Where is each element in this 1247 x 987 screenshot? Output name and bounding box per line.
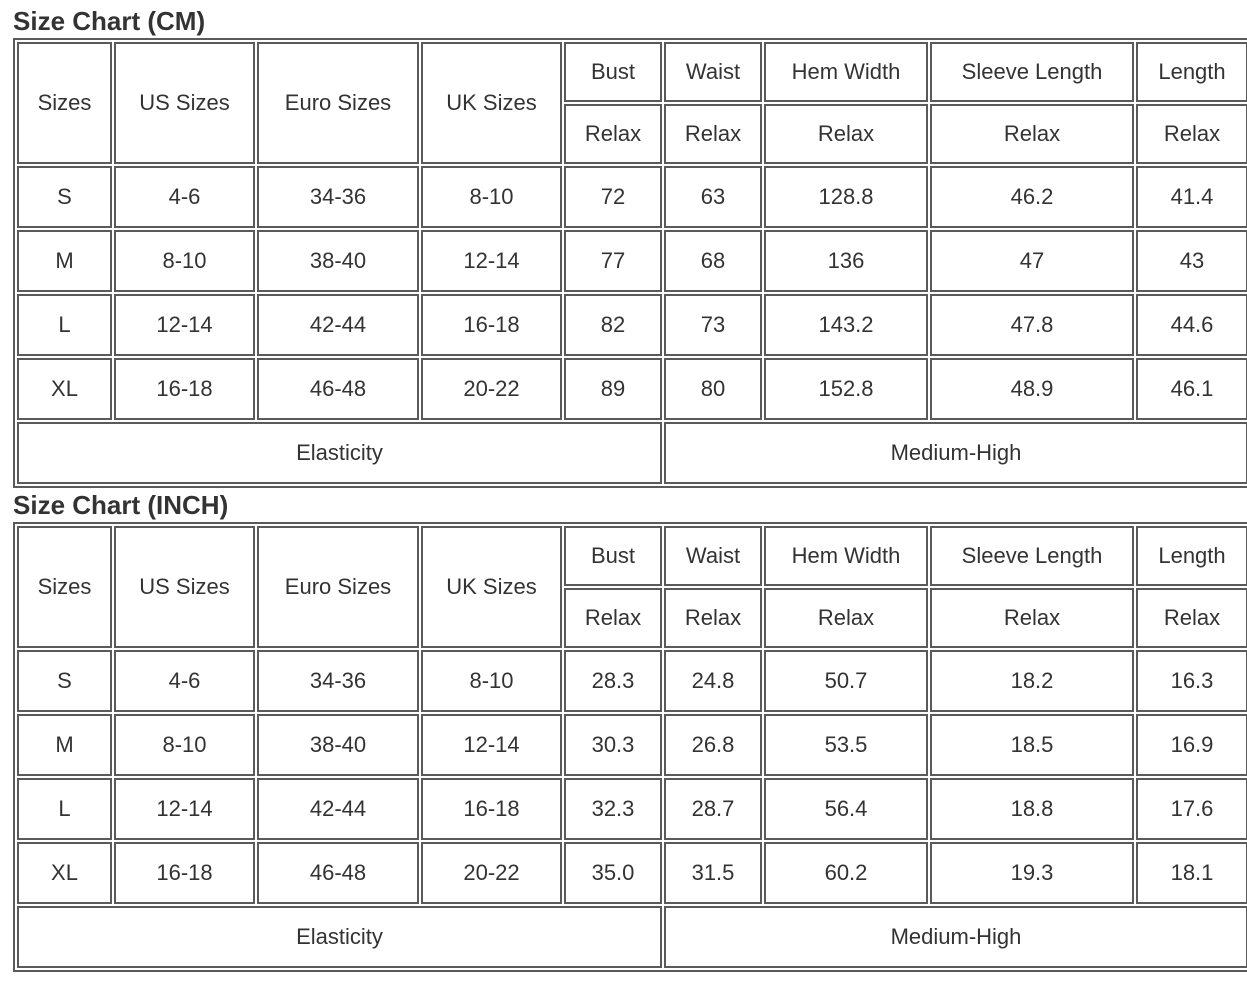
elasticity-label: Elasticity — [17, 906, 662, 968]
header-uk-sizes: UK Sizes — [421, 42, 562, 164]
table-row — [17, 650, 1247, 712]
size-cell: S — [17, 650, 112, 712]
hem-width-cell: 143.2 — [764, 294, 928, 356]
header-bust: Bust — [564, 526, 662, 586]
euro-size-cell: 38-40 — [257, 714, 419, 776]
uk-size-cell: 8-10 — [421, 166, 562, 228]
bust-cell: 30.3 — [564, 714, 662, 776]
size-chart-inch-table — [13, 522, 1247, 972]
length-cell: 16.3 — [1136, 650, 1247, 712]
us-size-cell: 12-14 — [114, 294, 255, 356]
header-length: Length — [1136, 42, 1247, 102]
us-size-cell: 12-14 — [114, 778, 255, 840]
table-row — [17, 714, 1247, 776]
elasticity-row — [17, 422, 1247, 484]
elasticity-row — [17, 906, 1247, 968]
us-size-cell: 8-10 — [114, 714, 255, 776]
fit-waist: Relax — [664, 588, 762, 648]
length-cell: 18.1 — [1136, 842, 1247, 904]
fit-bust: Relax — [564, 104, 662, 164]
waist-cell: 28.7 — [664, 778, 762, 840]
hem-width-cell: 60.2 — [764, 842, 928, 904]
uk-size-cell: 20-22 — [421, 842, 562, 904]
length-cell: 43 — [1136, 230, 1247, 292]
us-size-cell: 4-6 — [114, 650, 255, 712]
table-row — [17, 358, 1247, 420]
euro-size-cell: 38-40 — [257, 230, 419, 292]
fit-length: Relax — [1136, 104, 1247, 164]
header-euro-sizes: Euro Sizes — [257, 42, 419, 164]
header-hem-width: Hem Width — [764, 526, 928, 586]
fit-bust: Relax — [564, 588, 662, 648]
fit-length: Relax — [1136, 588, 1247, 648]
sleeve-length-cell: 19.3 — [930, 842, 1134, 904]
header-uk-sizes: UK Sizes — [421, 526, 562, 648]
size-chart-cm-table — [13, 38, 1247, 488]
table-row — [17, 778, 1247, 840]
waist-cell: 26.8 — [664, 714, 762, 776]
us-size-cell: 8-10 — [114, 230, 255, 292]
header-sizes: Sizes — [17, 42, 112, 164]
fit-waist: Relax — [664, 104, 762, 164]
size-cell: S — [17, 166, 112, 228]
table-row — [17, 230, 1247, 292]
us-size-cell: 4-6 — [114, 166, 255, 228]
euro-size-cell: 42-44 — [257, 778, 419, 840]
length-cell: 41.4 — [1136, 166, 1247, 228]
size-cell: XL — [17, 358, 112, 420]
us-size-cell: 16-18 — [114, 358, 255, 420]
header-waist: Waist — [664, 526, 762, 586]
sleeve-length-cell: 46.2 — [930, 166, 1134, 228]
size-cell: L — [17, 778, 112, 840]
size-cell: M — [17, 714, 112, 776]
euro-size-cell: 34-36 — [257, 166, 419, 228]
table-row — [17, 166, 1247, 228]
sleeve-length-cell: 48.9 — [930, 358, 1134, 420]
uk-size-cell: 16-18 — [421, 778, 562, 840]
hem-width-cell: 152.8 — [764, 358, 928, 420]
bust-cell: 28.3 — [564, 650, 662, 712]
waist-cell: 80 — [664, 358, 762, 420]
uk-size-cell: 12-14 — [421, 714, 562, 776]
size-cell: L — [17, 294, 112, 356]
sleeve-length-cell: 18.8 — [930, 778, 1134, 840]
length-cell: 44.6 — [1136, 294, 1247, 356]
euro-size-cell: 42-44 — [257, 294, 419, 356]
size-chart-inch-title: Size Chart (INCH) — [13, 490, 229, 520]
sleeve-length-cell: 18.2 — [930, 650, 1134, 712]
table-row — [17, 842, 1247, 904]
fit-hem-width: Relax — [764, 588, 928, 648]
hem-width-cell: 128.8 — [764, 166, 928, 228]
bust-cell: 89 — [564, 358, 662, 420]
header-sleeve-length: Sleeve Length — [930, 42, 1134, 102]
bust-cell: 72 — [564, 166, 662, 228]
uk-size-cell: 8-10 — [421, 650, 562, 712]
hem-width-cell: 56.4 — [764, 778, 928, 840]
euro-size-cell: 46-48 — [257, 842, 419, 904]
sleeve-length-cell: 47.8 — [930, 294, 1134, 356]
elasticity-value: Medium-High — [664, 906, 1247, 968]
elasticity-value: Medium-High — [664, 422, 1247, 484]
fit-hem-width: Relax — [764, 104, 928, 164]
header-hem-width: Hem Width — [764, 42, 928, 102]
waist-cell: 68 — [664, 230, 762, 292]
waist-cell: 24.8 — [664, 650, 762, 712]
sleeve-length-cell: 47 — [930, 230, 1134, 292]
table-row — [17, 294, 1247, 356]
length-cell: 46.1 — [1136, 358, 1247, 420]
euro-size-cell: 34-36 — [257, 650, 419, 712]
bust-cell: 35.0 — [564, 842, 662, 904]
waist-cell: 63 — [664, 166, 762, 228]
size-chart-cm-title: Size Chart (CM) — [13, 6, 206, 36]
header-euro-sizes: Euro Sizes — [257, 526, 419, 648]
size-cell: M — [17, 230, 112, 292]
uk-size-cell: 16-18 — [421, 294, 562, 356]
us-size-cell: 16-18 — [114, 842, 255, 904]
hem-width-cell: 53.5 — [764, 714, 928, 776]
length-cell: 16.9 — [1136, 714, 1247, 776]
header-sizes: Sizes — [17, 526, 112, 648]
elasticity-label: Elasticity — [17, 422, 662, 484]
uk-size-cell: 12-14 — [421, 230, 562, 292]
waist-cell: 73 — [664, 294, 762, 356]
header-us-sizes: US Sizes — [114, 42, 255, 164]
size-cell: XL — [17, 842, 112, 904]
sleeve-length-cell: 18.5 — [930, 714, 1134, 776]
uk-size-cell: 20-22 — [421, 358, 562, 420]
hem-width-cell: 50.7 — [764, 650, 928, 712]
header-row — [17, 526, 1247, 586]
header-bust: Bust — [564, 42, 662, 102]
bust-cell: 32.3 — [564, 778, 662, 840]
euro-size-cell: 46-48 — [257, 358, 419, 420]
hem-width-cell: 136 — [764, 230, 928, 292]
header-waist: Waist — [664, 42, 762, 102]
fit-sleeve-length: Relax — [930, 104, 1134, 164]
waist-cell: 31.5 — [664, 842, 762, 904]
header-us-sizes: US Sizes — [114, 526, 255, 648]
length-cell: 17.6 — [1136, 778, 1247, 840]
fit-sleeve-length: Relax — [930, 588, 1134, 648]
bust-cell: 77 — [564, 230, 662, 292]
header-length: Length — [1136, 526, 1247, 586]
header-row — [17, 42, 1247, 102]
header-sleeve-length: Sleeve Length — [930, 526, 1134, 586]
bust-cell: 82 — [564, 294, 662, 356]
